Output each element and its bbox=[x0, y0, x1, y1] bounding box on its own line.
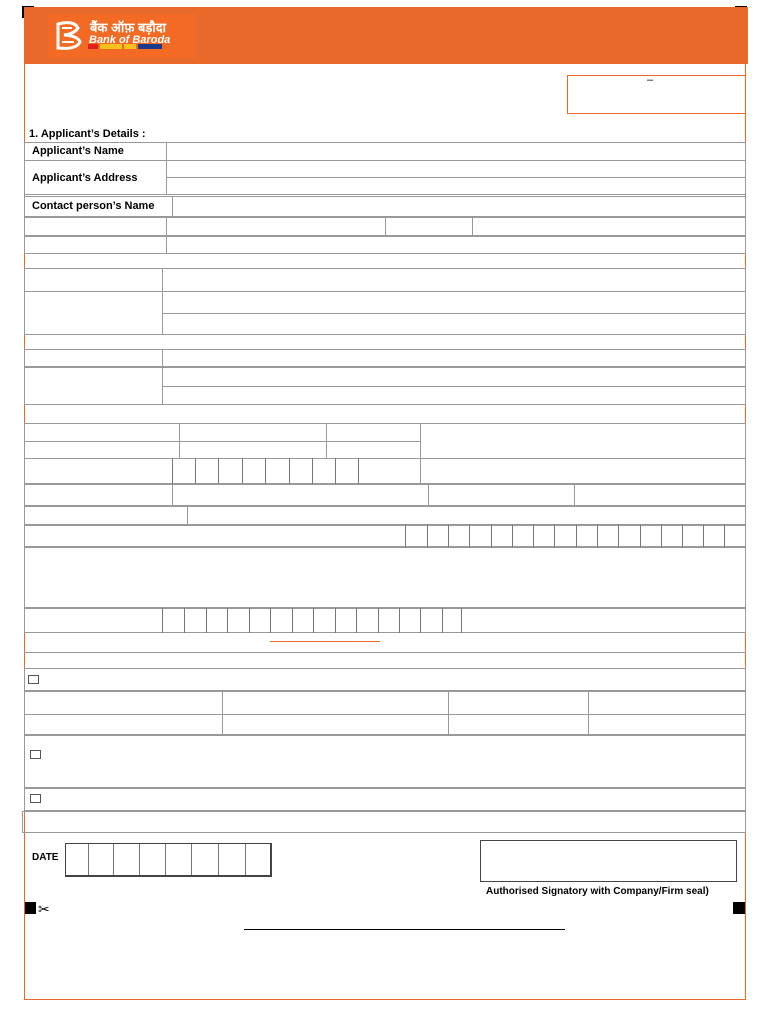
scissor-icon: ✂ bbox=[38, 901, 50, 917]
option-grid bbox=[24, 691, 746, 735]
orange-underline bbox=[270, 641, 380, 642]
remarks-area[interactable] bbox=[24, 547, 746, 608]
applicant-name-field[interactable] bbox=[167, 143, 745, 160]
date-label: DATE bbox=[32, 852, 59, 863]
bank-logo-icon bbox=[54, 20, 84, 52]
applicant-address-label: Applicant’s Address bbox=[32, 172, 138, 184]
code-boxes[interactable] bbox=[162, 608, 462, 633]
row-two-col[interactable] bbox=[24, 506, 746, 525]
option-checkbox-3[interactable] bbox=[30, 794, 41, 803]
reference-mark: – bbox=[647, 74, 654, 86]
row-four-col[interactable] bbox=[24, 484, 746, 506]
code-digit-boxes[interactable] bbox=[172, 458, 359, 484]
date-boxes[interactable] bbox=[65, 843, 272, 877]
applicant-address-field[interactable] bbox=[167, 161, 745, 194]
reference-box[interactable] bbox=[567, 75, 746, 114]
option-row-1 bbox=[24, 668, 746, 691]
option-checkbox-1[interactable] bbox=[28, 675, 39, 684]
address-field-2[interactable] bbox=[163, 292, 745, 334]
info-row[interactable] bbox=[24, 349, 746, 367]
signature-box[interactable] bbox=[480, 840, 737, 882]
option-row-2 bbox=[24, 735, 746, 788]
account-digit-boxes[interactable] bbox=[405, 525, 746, 547]
applicant-name-label: Applicant’s Name bbox=[32, 145, 124, 157]
declaration-row[interactable] bbox=[22, 811, 746, 833]
bank-name: Bank of Baroda bbox=[89, 34, 171, 46]
address-field-1[interactable] bbox=[163, 269, 745, 291]
option-checkbox-2[interactable] bbox=[30, 750, 41, 759]
bank-name-hindi: बैंक ऑफ़ बड़ौदा bbox=[90, 20, 166, 35]
signatory-label: Authorised Signatory with Company/Firm seal) bbox=[486, 886, 709, 897]
contact-person-label: Contact person’s Name bbox=[32, 200, 155, 212]
contact-person-field[interactable] bbox=[173, 197, 745, 216]
details-grid bbox=[24, 423, 746, 484]
cut-line bbox=[244, 929, 565, 930]
email-row[interactable] bbox=[24, 236, 746, 254]
section-title: 1. Applicant’s Details : bbox=[29, 128, 146, 140]
option-row-3 bbox=[24, 788, 746, 811]
info-field[interactable] bbox=[163, 368, 745, 404]
